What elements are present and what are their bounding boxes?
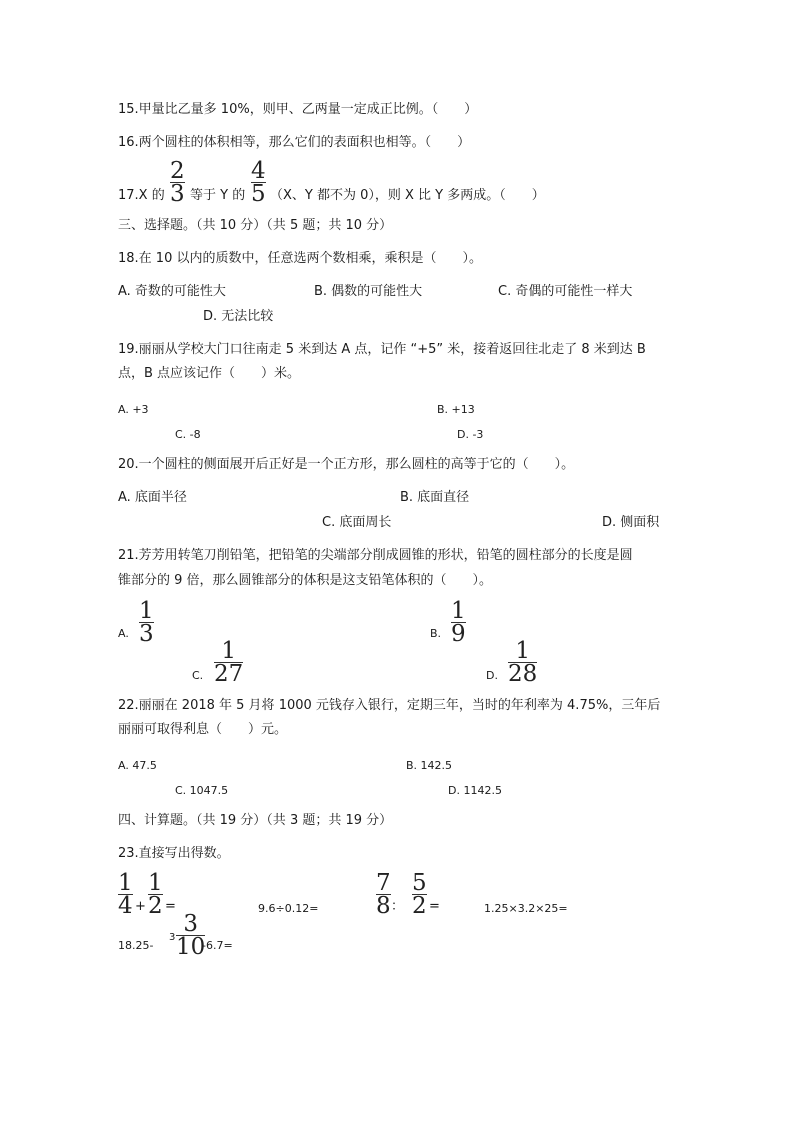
q21-option-b-label: B.: [430, 627, 442, 640]
question-21-line2: 锥部分的 9 倍，那么圆锥部分的体积是这支铅笔体积的（ ）。: [118, 573, 493, 588]
expr5-suffix: -6.7=: [202, 939, 233, 952]
expr2: 9.6÷0.12=: [258, 902, 319, 915]
q18-option-d: D. 无法比较: [203, 309, 274, 324]
question-23: 23.直接写出得数。: [118, 846, 230, 861]
expr1-equals: =: [165, 899, 176, 914]
q22-option-a: A. 47.5: [118, 759, 157, 772]
expr4: 1.25×3.2×25=: [484, 902, 568, 915]
q21-option-c-fraction: 1 27: [214, 638, 244, 687]
fraction-4-5: 4 5: [251, 158, 266, 207]
q21-option-a-label: A.: [118, 627, 129, 640]
q19-option-a: A. +3: [118, 403, 149, 416]
q18-option-a: A. 奇数的可能性大: [118, 284, 226, 299]
question-15: 15.甲量比乙量多 10%，则甲、乙两量一定成正比例。（ ）: [118, 102, 478, 117]
question-19-line1: 19.丽丽从学校大门口往南走 5 米到达 A 点，记作 “+5” 米，接着返回往北走了 8 米到达 B: [118, 342, 646, 357]
question-17-middle: 等于 Y 的: [190, 188, 246, 203]
q22-option-c: C. 1047.5: [175, 784, 229, 797]
section-3-heading: 三、选择题。（共 10 分）（共 5 题；共 10 分）: [118, 218, 393, 233]
question-18: 18.在 10 以内的质数中，任意选两个数相乘，乘积是（ ）。: [118, 251, 482, 266]
q19-option-c: C. -8: [175, 428, 201, 441]
q20-option-d: D. 侧面积: [602, 515, 660, 530]
question-22-line1: 22.丽丽在 2018 年 5 月将 1000 元钱存入银行，定期三年，当时的年利率为 4.75%，三年后: [118, 698, 661, 713]
expr5-fraction-3-10: 3 10: [176, 911, 206, 960]
expr5-prefix: 18.25-: [118, 939, 154, 952]
q18-option-b: B. 偶数的可能性大: [314, 284, 423, 299]
question-16: 16.两个圆柱的体积相等，那么它们的表面积也相等。（ ）: [118, 135, 471, 150]
expr3-ratio: ：: [391, 899, 405, 914]
expr5-whole-number: 3: [169, 932, 176, 943]
question-21-line1: 21.芳芳用转笔刀削铅笔，把铅笔的尖端部分削成圆锥的形状，铅笔的圆柱部分的长度是圆: [118, 548, 633, 563]
q19-option-b: B. +13: [437, 403, 475, 416]
question-22-line2: 丽丽可取得利息（ ）元。: [118, 722, 288, 737]
q21-option-a-fraction: 1 3: [139, 598, 154, 647]
question-17-prefix: 17.X 的: [118, 188, 165, 203]
question-20: 20.一个圆柱的侧面展开后正好是一个正方形，那么圆柱的高等于它的（ ）。: [118, 457, 575, 472]
question-19-line2: 点，B 点应该记作（ ）米。: [118, 366, 301, 381]
q21-option-d-label: D.: [486, 669, 498, 682]
q21-option-b-fraction: 1 9: [451, 598, 466, 647]
expr3-fraction-5-2: 5 2: [412, 870, 427, 919]
section-4-heading: 四、计算题。（共 19 分）（共 3 题；共 19 分）: [118, 813, 393, 828]
q21-option-c-label: C.: [192, 669, 204, 682]
expr1-plus: +: [135, 899, 146, 914]
expr1-fraction-1-4: 1 4: [118, 870, 133, 919]
fraction-2-3: 2 3: [170, 158, 185, 207]
q22-option-d: D. 1142.5: [448, 784, 502, 797]
q21-option-d-fraction: 1 28: [508, 638, 538, 687]
expr3-equals: =: [429, 899, 440, 914]
expr1-fraction-1-2: 1 2: [148, 870, 163, 919]
q22-option-b: B. 142.5: [406, 759, 453, 772]
question-17-suffix: （X、Y 都不为 0），则 X 比 Y 多两成。（ ）: [270, 188, 545, 203]
q20-option-a: A. 底面半径: [118, 490, 187, 505]
expr3-fraction-7-8: 7 8: [376, 870, 391, 919]
q18-option-c: C. 奇偶的可能性一样大: [498, 284, 633, 299]
q19-option-d: D. -3: [457, 428, 484, 441]
q20-option-b: B. 底面直径: [400, 490, 470, 505]
q20-option-c: C. 底面周长: [322, 515, 392, 530]
